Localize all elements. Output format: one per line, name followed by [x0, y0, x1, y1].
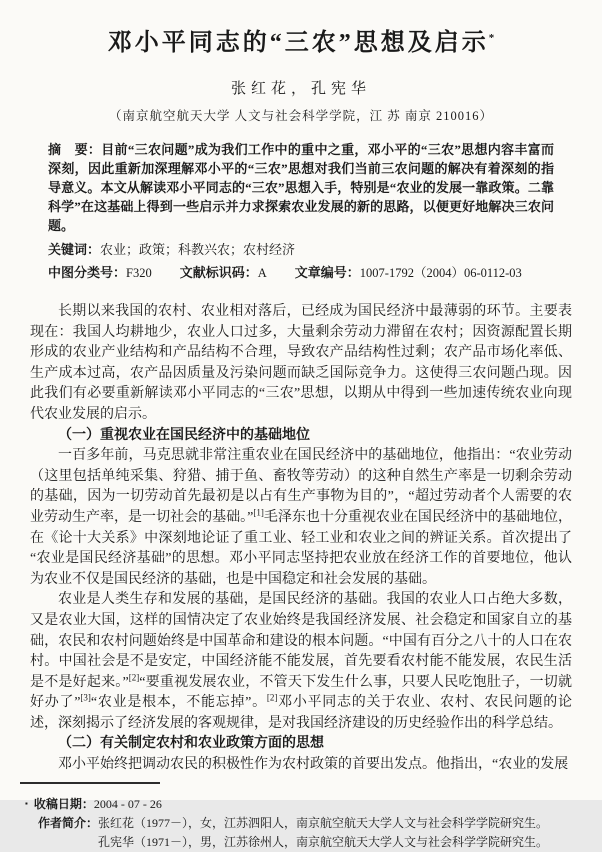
clc-value: F320	[126, 266, 152, 280]
author-bio-label: 作者简介：	[38, 815, 99, 830]
square-bullet-icon: ▪	[25, 798, 28, 808]
received-date-line	[25, 794, 572, 814]
intro-paragraph: 长期以来我国的农村、农业相对落后，已经成为国民经济中最薄弱的环节。主要表现在：我国人均耕地少，农业人口过多，大量剩余劳动力滞留在农村；因资源配置长期形成的农业产业结构和产品结构不合理，导致农产品结构性过剩；农产品市场化率低、生产成本过高，农产品因质量及污染问题而缺乏国际竞争力。这使得三农问题凸现。因此我们有必要重新解读邓小平同志的“三农”思想，以期从中得到一些加速传统农业向现代农业发展的启示。	[30, 304, 572, 422]
doc-code-label: 文献标识码：	[179, 265, 258, 280]
page-title	[0, 22, 602, 57]
clc-group	[48, 265, 152, 280]
author-bio-line-1	[38, 814, 572, 833]
article-body	[30, 302, 572, 776]
marx-paragraph: 一百多年前，马克思就非常注重农业在国民经济中的基础地位，他指出：“农业劳动（这里包括单纯采集、狩猎、捕于鱼、畜牧等劳动）的这种自然生产率是一切剩余劳动的基础，因为一切劳动首先最初是以占有生产事物为目的”，“超过劳动者个人需要的农业劳动生产率，是一切社会的基础。”[1]毛泽东也十分重视农业在国民经济中的基础地位，在《论十大关系》中深刻地论证了重工业、轻工业和农业之间的辨证关系。首次提出了“农业是国民经济基础”的思想。邓小平同志坚持把农业放在经济工作的首要地位，他认为农业不仅是国民经济的基础，也是中国稳定和社会发展的基础。	[30, 448, 573, 587]
policy-paragraph: 邓小平始终把调动农民的积极性作为农村政策的首要出发点。他指出，“农业的发展	[58, 757, 569, 773]
received-date-label: 收稿日期：	[33, 796, 94, 811]
article-no-label: 文章编号：	[294, 265, 360, 280]
doc-code-group	[180, 265, 267, 280]
footnote-block	[25, 794, 572, 852]
keywords-label: 关键词：	[48, 242, 101, 257]
keywords-line	[48, 239, 554, 258]
clc-label: 中图分类号：	[48, 265, 127, 280]
title-footnote-mark: *	[488, 32, 495, 44]
article-no-group	[295, 265, 522, 280]
authors-line: 张红花，孔宪华	[230, 81, 371, 97]
classification-line	[48, 262, 554, 281]
abstract-label: 摘 要：	[48, 142, 102, 157]
author-bio-zhang: 张红花（1977－），女，江苏泗阳人，南京航空航天大学人文与社会科学学院研究生。	[98, 815, 549, 830]
page-title-text: 邓小平同志的“三农”思想及启示	[107, 30, 489, 56]
author-bio-kong: 孔宪华（1971－），男，江苏徐州人，南京航空航天大学人文与社会科学学院研究生。	[98, 834, 549, 849]
received-date-value: 2004 - 07 - 26	[93, 796, 162, 811]
abstract-paragraph	[48, 140, 554, 235]
footnote-divider	[20, 782, 160, 784]
section1-heading: （一）重视农业在国民经济中的基础地位	[58, 427, 310, 443]
keywords-text: 农业；政策；科教兴农；农村经济	[100, 242, 296, 257]
section2-heading: （二）有关制定农村和农业政策方面的思想	[58, 736, 324, 752]
abstract-text: 目前“三农问题”成为我们工作中的重中之重，邓小平的“三农”思想内容丰富而深刻，因此重新加深理解邓小平的“三农”思想对我们当前三农问题的解决有着深刻的指导意义。本文从解读邓小平同志的“三农”思想入手，特别是“农业的发展一靠政策。二靠科学”在这基础上得到一些启示并力求探索农业发展的新的思路，以便更好地解决三农问题。	[48, 142, 554, 233]
article-no-value: 1007-1792（2004）06-0112-03	[359, 266, 522, 280]
author-bio-line-2	[38, 833, 572, 852]
doc-code-value: A	[257, 266, 267, 280]
foundation-paragraph: 农业是人类生存和发展的基础，是国民经济的基础。我国的农业人口占绝大多数，又是农业大国，这样的国情决定了农业始终是我国经济发展、社会稳定和国家自立的基础，农民和农村问题始终是中国革命和建设的根本问题。“中国有百分之八十的人口在农村。中国社会是不是安定，中国经济能不能发展，首先要看农村能不能发展，农民生活是不是好起来。”[2]“要重视发展农业，不管天下发生什么事，只要人民吃饱肚子，一切就好办了”[3]“农业是根本，不能忘掉”。[2]邓小平同志的关于农业、农村、农民问题的论述，深刻揭示了经济发展的客观规律，是对我国经济建设的历史经验作出的科学总结。	[30, 592, 573, 731]
affiliation-line: （南京航空航天大学 人文与社会科学学院，江 苏 南京 210016）	[108, 109, 493, 123]
